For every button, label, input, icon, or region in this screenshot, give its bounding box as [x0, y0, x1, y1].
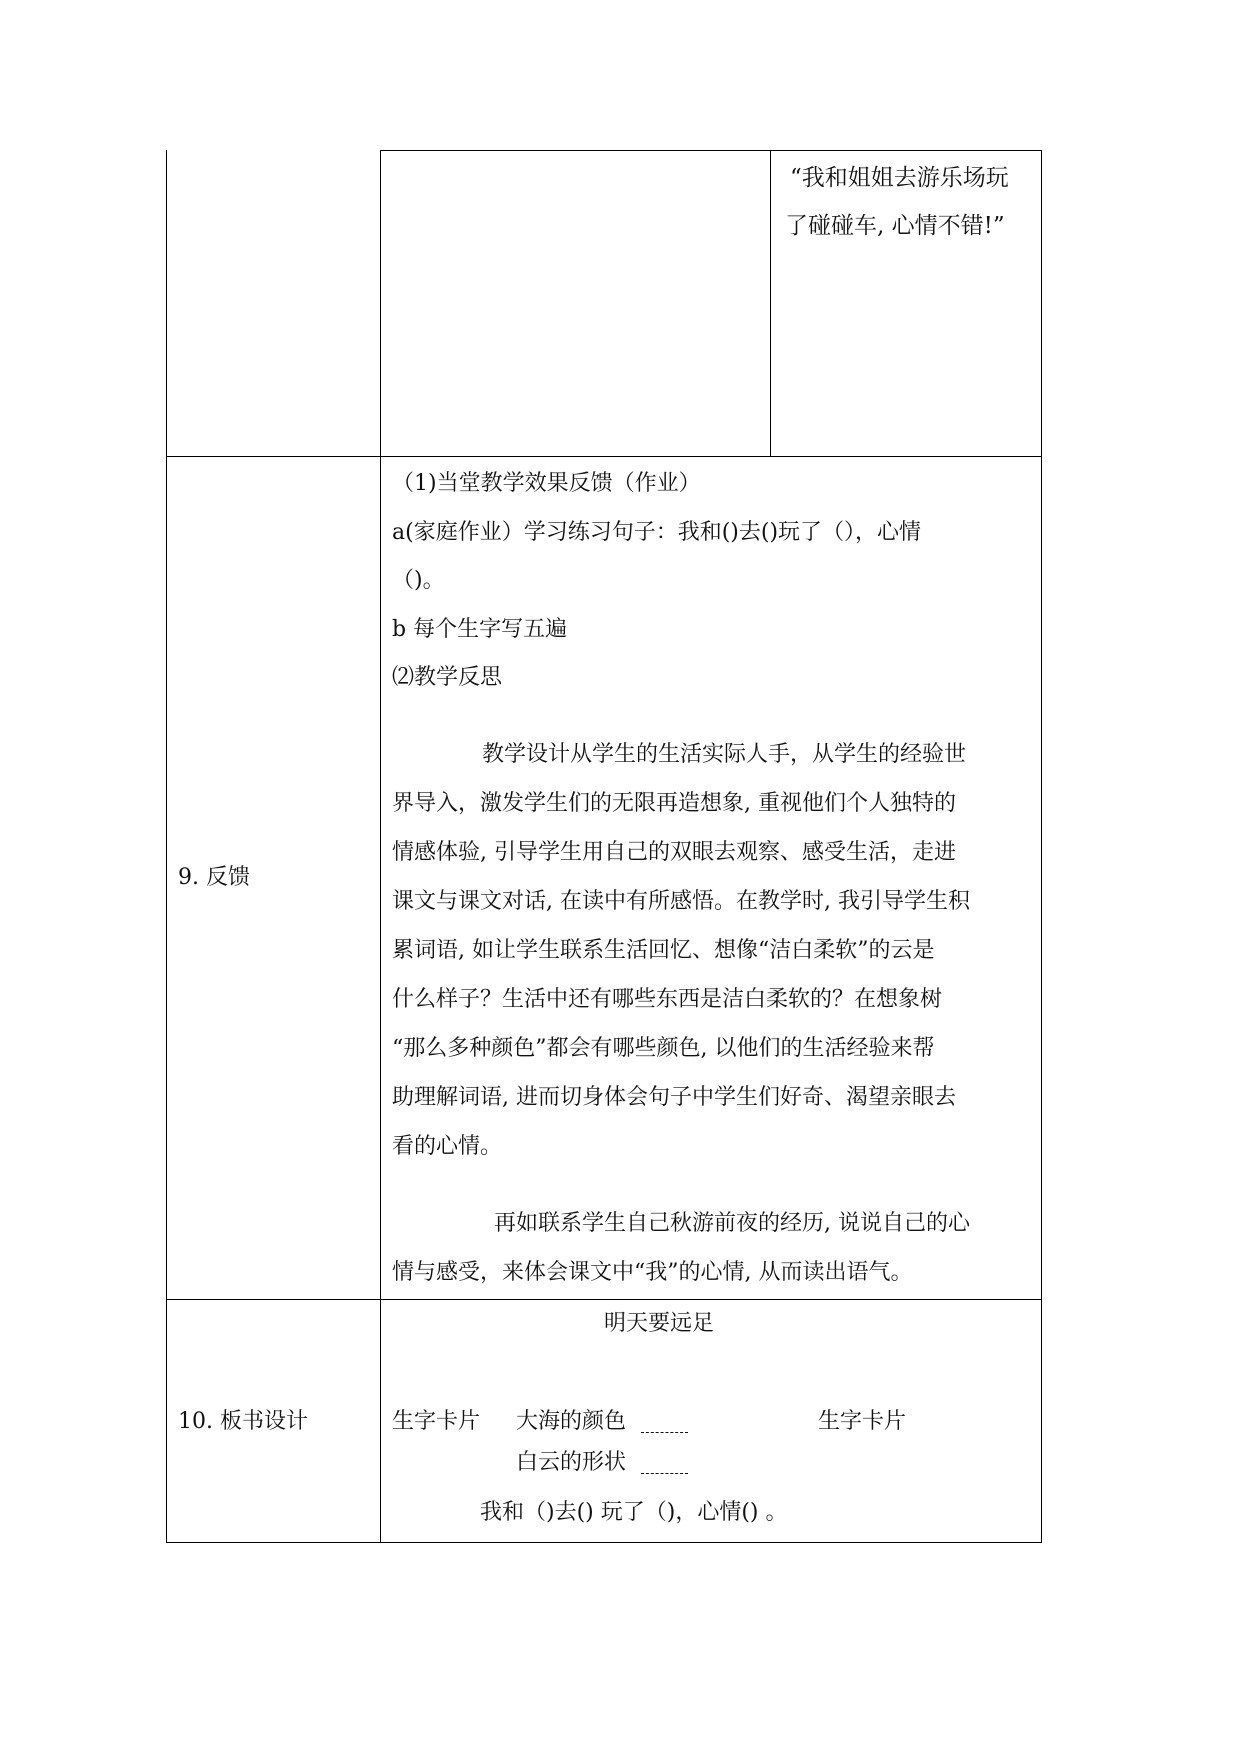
- reflection-p1-line5: 累词语, 如让学生联系生活回忆、想像“洁白柔软”的云是: [392, 938, 935, 963]
- feedback-item1-a-line1: a(家庭作业）学习练习句子：我和()去()玩了（），心情: [392, 520, 922, 545]
- table-border-left: [166, 150, 167, 1543]
- feedback-item1-a-line2: （)。: [392, 568, 445, 593]
- feedback-item2-title: ⑵教学反思: [392, 665, 503, 690]
- quote-line-1: “我和姐姐去游乐场玩: [790, 165, 1009, 191]
- table-border-right: [1041, 150, 1042, 1543]
- reflection-p1-line3: 情感体验, 引导学生用自己的双眼去观察、感受生活，走进: [392, 840, 956, 865]
- reflection-p1-line1: 教学设计从学生的生活实际人手，从学生的经验世: [482, 742, 967, 767]
- reflection-p1-line8: 助理解词语, 进而切身体会句子中学生们好奇、渴望亲眼去: [392, 1085, 956, 1110]
- board-card-left: 生字卡片: [392, 1409, 481, 1434]
- feedback-item1-title: （1)当堂教学效果反馈（作业）: [392, 471, 701, 496]
- board-sea-color: 大海的颜色: [516, 1409, 627, 1434]
- reflection-p1-line7: “那么多种颜色”都会有哪些颜色, 以他们的生活经验来帮: [392, 1036, 935, 1061]
- reflection-p2-line1: 再如联系学生自己秋游前夜的经历, 说说自己的心: [494, 1211, 970, 1236]
- feedback-label: 9. 反馈: [178, 865, 250, 890]
- table-divider-label: [380, 150, 381, 1543]
- quote-line-2: 了碰碰车, 心情不错!”: [785, 213, 1005, 239]
- row-separator-1: [166, 456, 1042, 457]
- board-cloud-shape: 白云的形状: [516, 1450, 627, 1475]
- board-sentence: 我和（)去() 玩了（)，心情() 。: [480, 1500, 788, 1525]
- table-divider-top-row: [770, 150, 771, 456]
- reflection-p2-line2: 情与感受，来体会课文中“我”的心情, 从而读出语气。: [392, 1260, 913, 1285]
- board-cloud-shape-blank: [641, 1473, 688, 1474]
- reflection-p1-line9: 看的心情。: [392, 1134, 503, 1159]
- board-label: 10. 板书设计: [178, 1409, 308, 1434]
- board-title: 明天要远足: [604, 1311, 715, 1336]
- reflection-p1-line2: 界导入，激发学生们的无限再造想象, 重视他们个人独特的: [392, 791, 956, 816]
- board-sea-color-blank: [641, 1432, 688, 1433]
- table-bottom-border: [166, 1542, 1042, 1543]
- board-card-right: 生字卡片: [818, 1409, 907, 1434]
- reflection-p1-line6: 什么样子？生活中还有哪些东西是洁白柔软的？在想象树: [392, 987, 943, 1012]
- reflection-p1-line4: 课文与课文对话, 在读中有所感悟。在教学时, 我引导学生积: [392, 889, 970, 914]
- table-top-border: [380, 150, 1042, 151]
- feedback-item1-b: b 每个生字写五遍: [392, 617, 568, 642]
- row-separator-2: [166, 1299, 1042, 1300]
